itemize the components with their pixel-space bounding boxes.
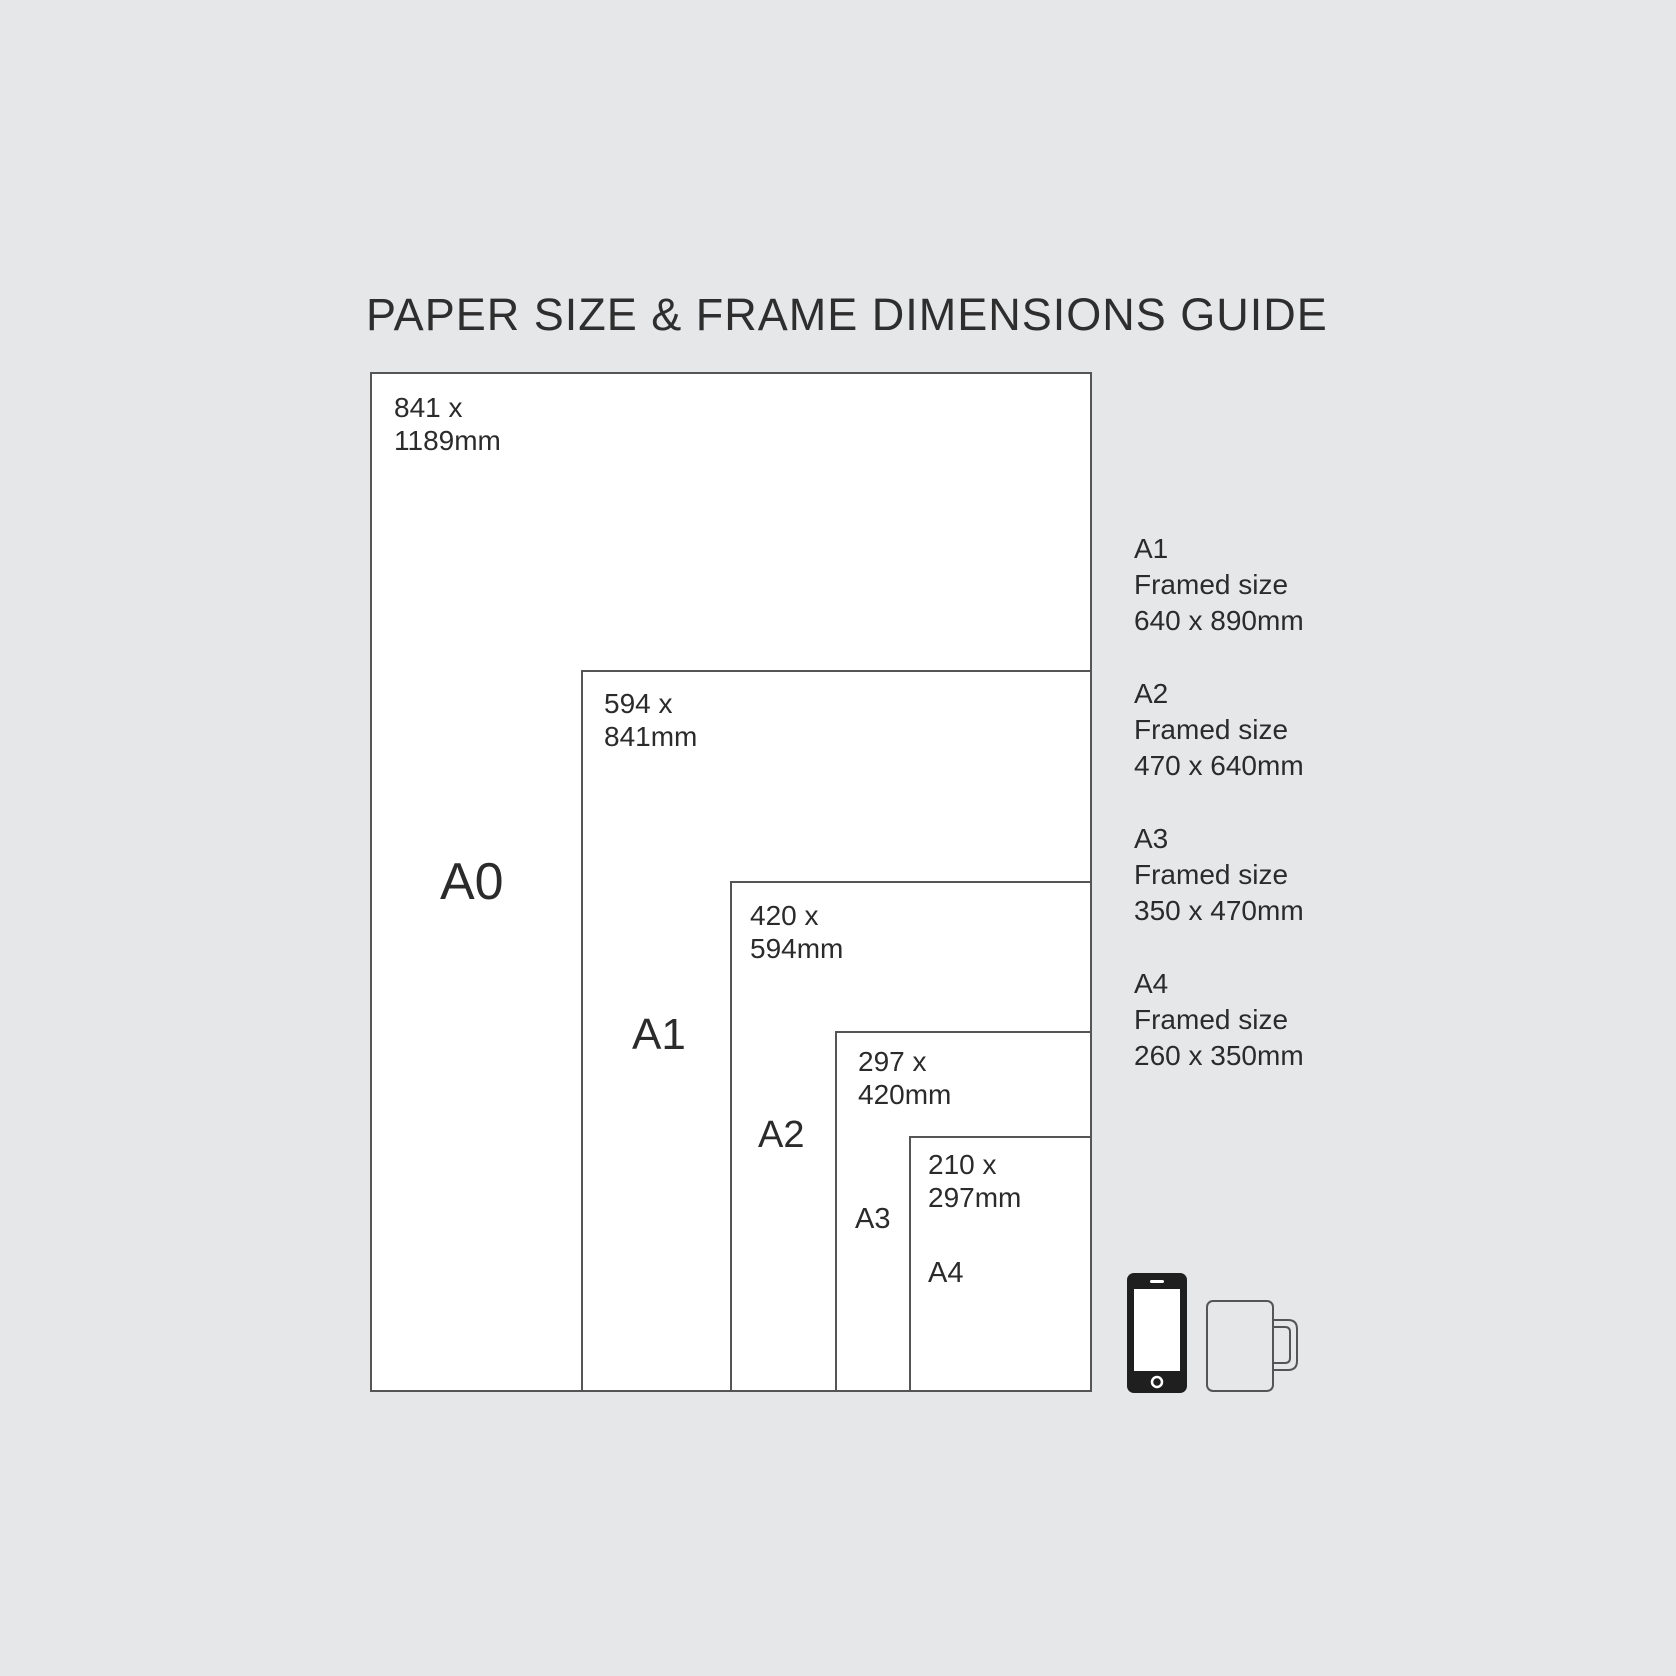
- mug-icon: [1204, 1298, 1300, 1394]
- sheet-a3-label: A3: [855, 1203, 891, 1235]
- sheet-a4-dimensions: 210 x 297mm: [928, 1149, 1022, 1213]
- framed-size-a1-name: A1: [1134, 533, 1169, 564]
- framed-size-a1-caption: Framed size: [1134, 569, 1289, 600]
- sheet-a3-dimensions: 297 x 420mm: [858, 1046, 952, 1110]
- page-title: PAPER SIZE & FRAME DIMENSIONS GUIDE: [366, 289, 1328, 340]
- framed-size-a2-dims: 470 x 640mm: [1134, 750, 1304, 781]
- framed-size-a1: [1134, 531, 1304, 639]
- framed-size-a3-name: A3: [1134, 823, 1169, 854]
- framed-size-a4-caption: Framed size: [1134, 1004, 1289, 1035]
- framed-size-a2: [1134, 676, 1304, 784]
- sheet-a4-label: A4: [928, 1257, 964, 1289]
- phone-icon: [1126, 1272, 1188, 1394]
- framed-size-a3: [1134, 821, 1304, 929]
- framed-size-a4: [1134, 966, 1304, 1074]
- framed-size-a4-name: A4: [1134, 968, 1169, 999]
- sheet-a0-label: A0: [440, 853, 504, 911]
- framed-size-a3-dims: 350 x 470mm: [1134, 895, 1304, 926]
- sheet-a0-dimensions: 841 x 1189mm: [394, 392, 501, 456]
- sheet-a1-dimensions: 594 x 841mm: [604, 688, 698, 752]
- framed-size-a2-caption: Framed size: [1134, 714, 1289, 745]
- framed-size-a4-dims: 260 x 350mm: [1134, 1040, 1304, 1071]
- framed-size-a3-caption: Framed size: [1134, 859, 1289, 890]
- framed-size-a2-name: A2: [1134, 678, 1169, 709]
- sheet-a2-label: A2: [758, 1114, 805, 1156]
- framed-size-a1-dims: 640 x 890mm: [1134, 605, 1304, 636]
- sheet-a1-label: A1: [632, 1010, 686, 1059]
- sheet-a2-dimensions: 420 x 594mm: [750, 900, 844, 964]
